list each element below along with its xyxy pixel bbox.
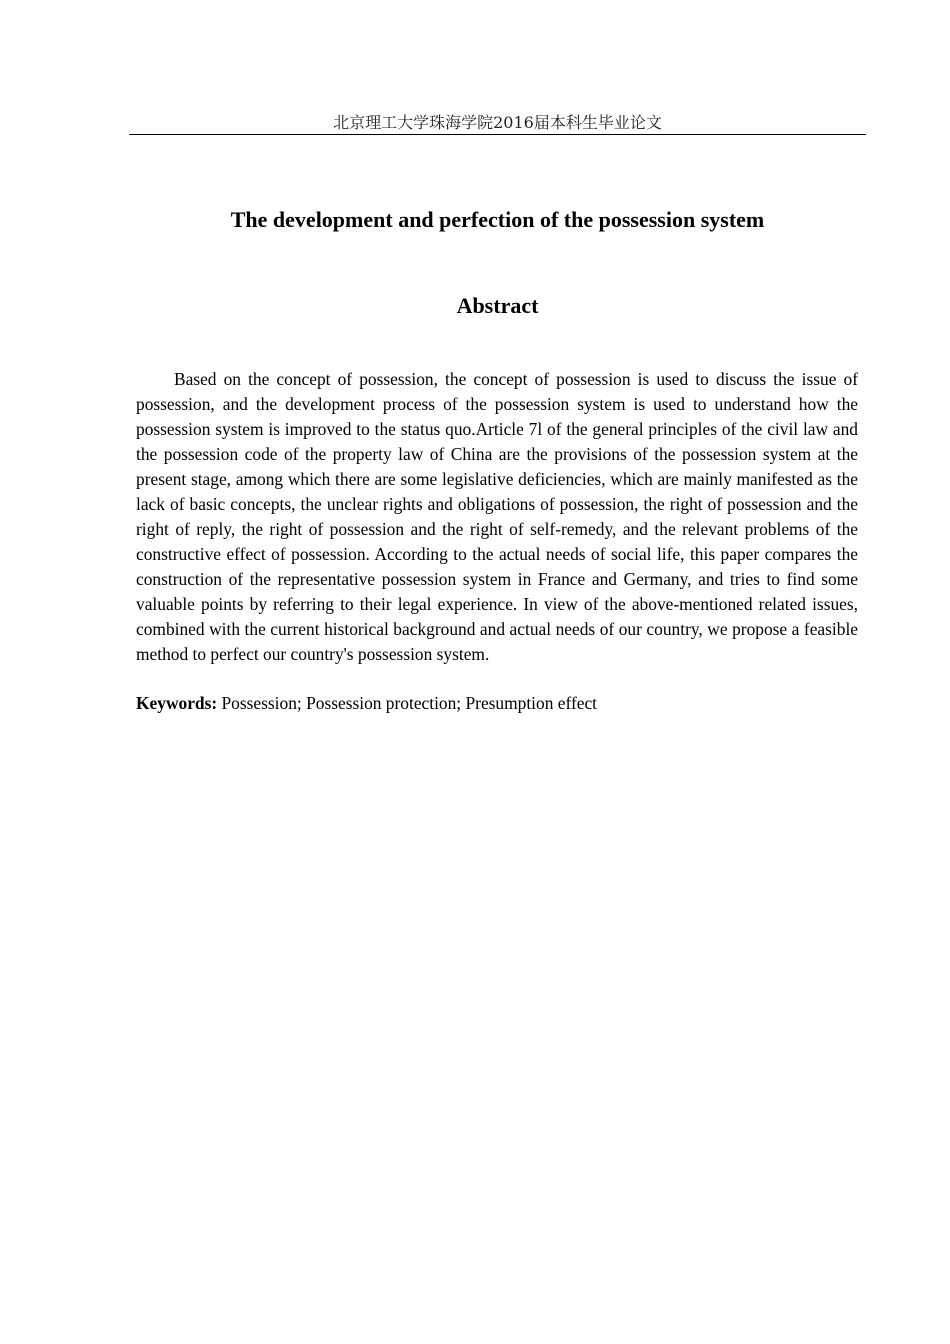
abstract-paragraph: Based on the concept of possession, the concept of possession is used to discuss the issue of possession, and the development process of the possession system is used to understand how the possession system is improved to the status quo.Article 7l of the general principles of the civil law and the possession code of the property law of China are the provisions of the possession system at the present stage, among which there are some legislative deficiencies, which are mainly manifested as the lack of basic concepts, the unclear rights and obligations of possession, the right of possession and the right of reply, the right of possession and the right of self-remedy, and the relevant problems of the constructive effect of possession. According to the actual needs of social life, this paper compares the construction of the representative possession system in France and Germany, and tries to find some valuable points by referring to their legal experience. In view of the above-mentioned related issues, combined with the current historical background and actual needs of our country, we propose a feasible method to perfect our country's possession system. bbox=[136, 369, 858, 664]
abstract-heading: Abstract bbox=[456, 293, 539, 318]
header-divider bbox=[129, 134, 866, 135]
keywords-line bbox=[136, 691, 858, 716]
keywords-value: Possession; Possession protection; Presumption effect bbox=[221, 693, 598, 713]
running-header: 北京理工大学珠海学院2016届本科生毕业论文 bbox=[333, 113, 662, 132]
keywords-label: Keywords: bbox=[136, 693, 218, 713]
document-title: The development and perfection of the possession system bbox=[230, 207, 765, 232]
